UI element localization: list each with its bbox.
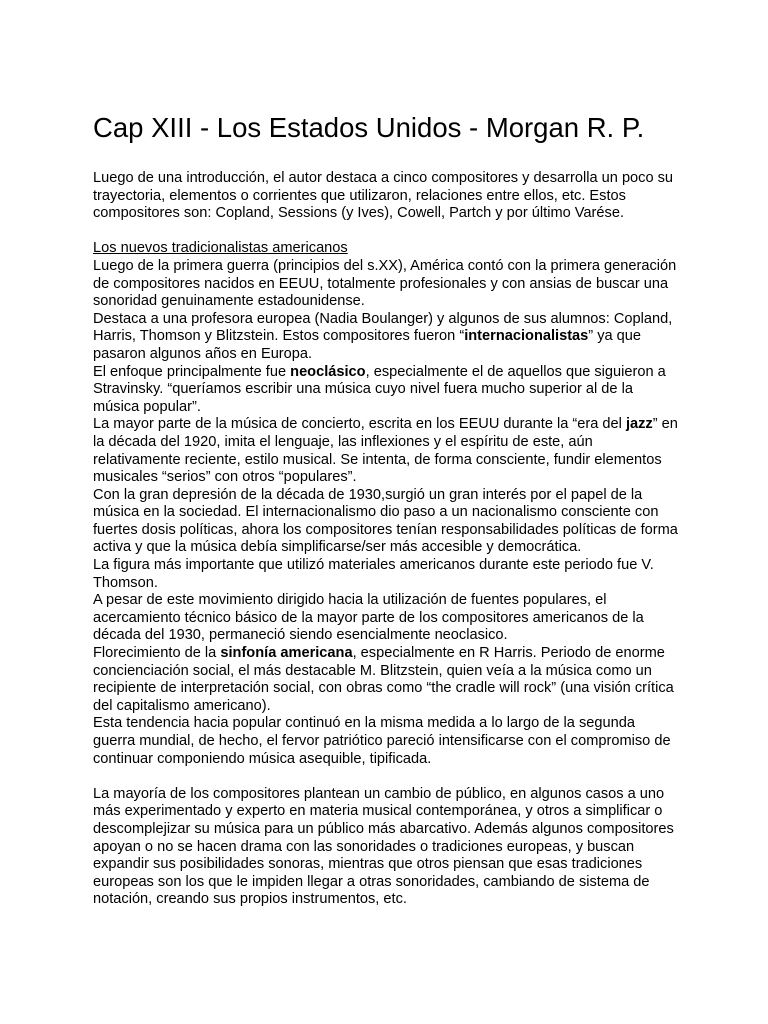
paragraph-5: Con la gran depresión de la década de 1930,surgió un gran interés por el papel de la música en la sociedad. El internacionalismo dio paso a un nacionalismo consciente con fuertes dosis políticas, ahora los compositores tenían responsabilidades políticas de forma activa y que la música debía simplificarse/ser más accesible y democrática. bbox=[93, 486, 678, 556]
paragraph-2-text-b: ” ya que pasaron algunos años en Europa. bbox=[93, 328, 642, 362]
paragraph-2-bold: internacionalistas bbox=[464, 328, 589, 345]
paragraph-4 bbox=[93, 416, 678, 486]
paragraph-9: Esta tendencia hacia popular continuó en la misma medida a lo largo de la segunda guerra mundial, de hecho, el fervor patriótico pareció intensificarse con el compromiso de continuar componiendo música asequible, tipificada. bbox=[93, 715, 671, 767]
paragraph-4-text-a: La mayor parte de la música de concierto, escrita en los EEUU durante la “era del bbox=[93, 416, 626, 433]
paragraph-10: La mayoría de los compositores plantean un cambio de público, en algunos casos a uno más experimentado y experto en materia musical contemporánea, y otros a simplificar o descomplejizar su música para un público más abarcativo. Además algunos compositores apoyan o no se hacen drama con las sonoridades o tradiciones europeas, y buscan expandir sus posibilidades sonoras, mientras que otros piensan que esas tradiciones europeas son los que le impiden llegar a otras sonoridades, cambiando de sistema de notación, creando sus propios instrumentos, etc. bbox=[93, 785, 674, 908]
paragraph-1: Luego de la primera guerra (principios del s.XX), América contó con la primera generación de compositores nacidos en EEUU, totalmente profesionales y con ansias de buscar una sonoridad genuinamente estadounidense. bbox=[93, 257, 677, 310]
section-heading-line bbox=[93, 240, 678, 258]
paragraph-7: A pesar de este movimiento dirigido hacia la utilización de fuentes populares, el acercamiento técnico básico de la mayor parte de los compositores americanos de la década del 1930, permaneció siendo esencialmente neoclasico. bbox=[93, 592, 644, 644]
paragraph-4-bold: jazz bbox=[625, 416, 653, 433]
paragraph-6: La figura más importante que utilizó materiales americanos durante este periodo fue V. Thomson. bbox=[93, 557, 654, 591]
document-title: Cap XIII - Los Estados Unidos - Morgan R. P. bbox=[93, 112, 645, 143]
paragraph-4-text-b: ” en la década del 1920, imita el lenguaje, las inflexiones y el espíritu de este, aún relativamente reciente, estilo musical. Se intenta, de forma consciente, fundir elementos musicales “serios” con otros “populares”. bbox=[93, 416, 678, 486]
paragraph-3-bold: neoclásico bbox=[290, 363, 366, 380]
section-heading: Los nuevos tradicionalistas americanos bbox=[93, 240, 348, 257]
paragraph-2-text-a: Destaca a una profesora europea (Nadia Boulanger) y algunos de sus alumnos: Copland, Harris, Thomson y Blitzstein. Estos compositores fueron “ bbox=[93, 310, 673, 345]
paragraph-8-bold: sinfonía americana bbox=[220, 645, 353, 662]
paragraph-8-text-a: Florecimiento de la bbox=[93, 645, 221, 662]
intro-paragraph: Luego de una introducción, el autor destaca a cinco compositores y desarrolla un poco su trayectoria, elementos o corrientes que utilizaron, relaciones entre ellos, etc. Estos compositores son: Copland, Sessions (y Ives), Cowell, Partch y por último Varése. bbox=[93, 170, 674, 222]
paragraph-2 bbox=[93, 311, 678, 364]
paragraph-gap bbox=[93, 768, 678, 786]
paragraph-3 bbox=[93, 364, 678, 417]
paragraph-8 bbox=[93, 645, 678, 715]
paragraph-gap bbox=[93, 223, 678, 241]
paragraph-8-text-b: , especialmente en R Harris. Periodo de enorme concienciación social, el más destacable M. Blitzstein, quien veía a la música como un recipiente de interpretación social, con obras como “the cradle will rock” (una visión crítica del capitalismo americano). bbox=[93, 645, 674, 714]
paragraph-3-text-a: El enfoque principalmente fue bbox=[93, 363, 291, 380]
paragraph-3-text-b: , especialmente el de aquellos que siguieron a Stravinsky. “queríamos escribir una música cuyo nivel fuera mucho superior al de la música popular”. bbox=[93, 363, 666, 415]
